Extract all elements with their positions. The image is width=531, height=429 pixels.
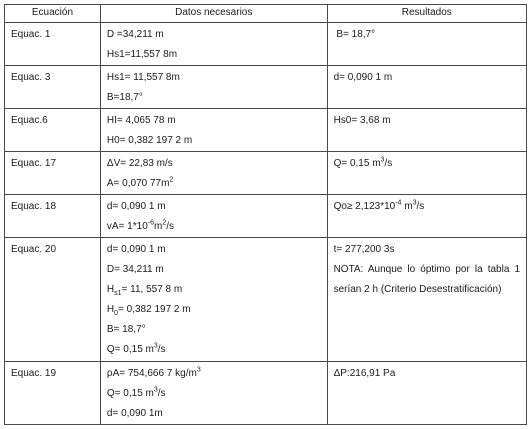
table-row [5,152,527,195]
datos-line: B= 18,7° [106,324,146,335]
equation-cell: Equac. 19 [5,362,101,425]
datos-line: D =34,211 m [106,29,164,40]
resultado-line: d= 0,090 1 m [333,72,393,83]
datos-line: ΔV= 22,83 m/s [106,158,173,169]
resultados-cell [327,362,526,425]
datos-line: B=18,7° [106,92,143,103]
table-row [5,109,527,152]
datos-line: $H_{s1}= 11$, 557 8 m [106,284,183,297]
datos-line: ρA= 754,666 7 $kg/m^3$ [106,366,201,379]
table-row [5,362,527,425]
results-table [4,4,527,425]
resultado-time: t= 277,200 3s [333,244,395,255]
datos-cell [100,109,327,152]
datos-line: HI= 4,065 78 m [106,115,176,126]
equation-cell: Equac. 20 [5,238,101,362]
resultados-cell [327,66,526,109]
resultado-line: Q= 0,15 $m^3/s$ [333,156,393,169]
header-row [5,5,527,23]
datos-line: d= 0,090 1m [106,408,163,419]
datos-cell [100,195,327,238]
resultados-cell [327,195,526,238]
datos-cell [100,66,327,109]
resultado-line: B= 18,7° [333,29,376,40]
resultados-cell [327,23,526,66]
equation-cell: Equac.6 [5,109,101,152]
resultado-line: ΔP:216,91 Pa [333,368,396,379]
equation-cell: Equac. 3 [5,66,101,109]
resultados-cell [327,238,526,362]
resultados-cell [327,152,526,195]
datos-cell [100,23,327,66]
datos-line: d= 0,090 1 m [106,201,166,212]
datos-line: Q= 0,15 $m^3/s$ [106,342,166,355]
table-row [5,238,527,362]
equation-cell: Equac. 17 [5,152,101,195]
datos-line: D= 34,211 m [106,264,164,275]
header-ecuacion: Ecuación [5,5,101,23]
equation-cell: Equac. 1 [5,23,101,66]
datos-line: d= 0,090 1 m [106,244,166,255]
datos-line: Hs1=11,557 8m [106,49,178,60]
table-row [5,195,527,238]
resultado-line: Hs0= 3,68 m [333,115,391,126]
datos-line: Hs1= 11,557 8m [106,72,180,83]
datos-cell [100,362,327,425]
table-row [5,23,527,66]
datos-cell [100,152,327,195]
datos-line: A= 0,070 $77m^2$ [106,176,174,189]
resultados-cell [327,109,526,152]
header-datos: Datos necesarios [100,5,327,23]
header-resultados: Resultados [327,5,526,23]
resultado-line: $Qo\ge 2,123*10^{-4}$ $m^3/s$ [333,199,425,212]
datos-cell [100,238,327,362]
resultado-note: NOTA: Aunque lo óptimo por la tabla 1 serían 2 h (Criterio Desestratificación) [333,264,520,295]
datos-line: H0= 0,382 197 2 m [106,135,193,146]
datos-line: $H_0= 0,382$ 197 2 m [106,304,191,317]
datos-line: Q= 0,15 $m^3/s$ [106,386,166,399]
datos-line: $vA= 1*10^{-6}m^2/s$ [106,219,175,232]
table-row [5,66,527,109]
equation-cell: Equac. 18 [5,195,101,238]
